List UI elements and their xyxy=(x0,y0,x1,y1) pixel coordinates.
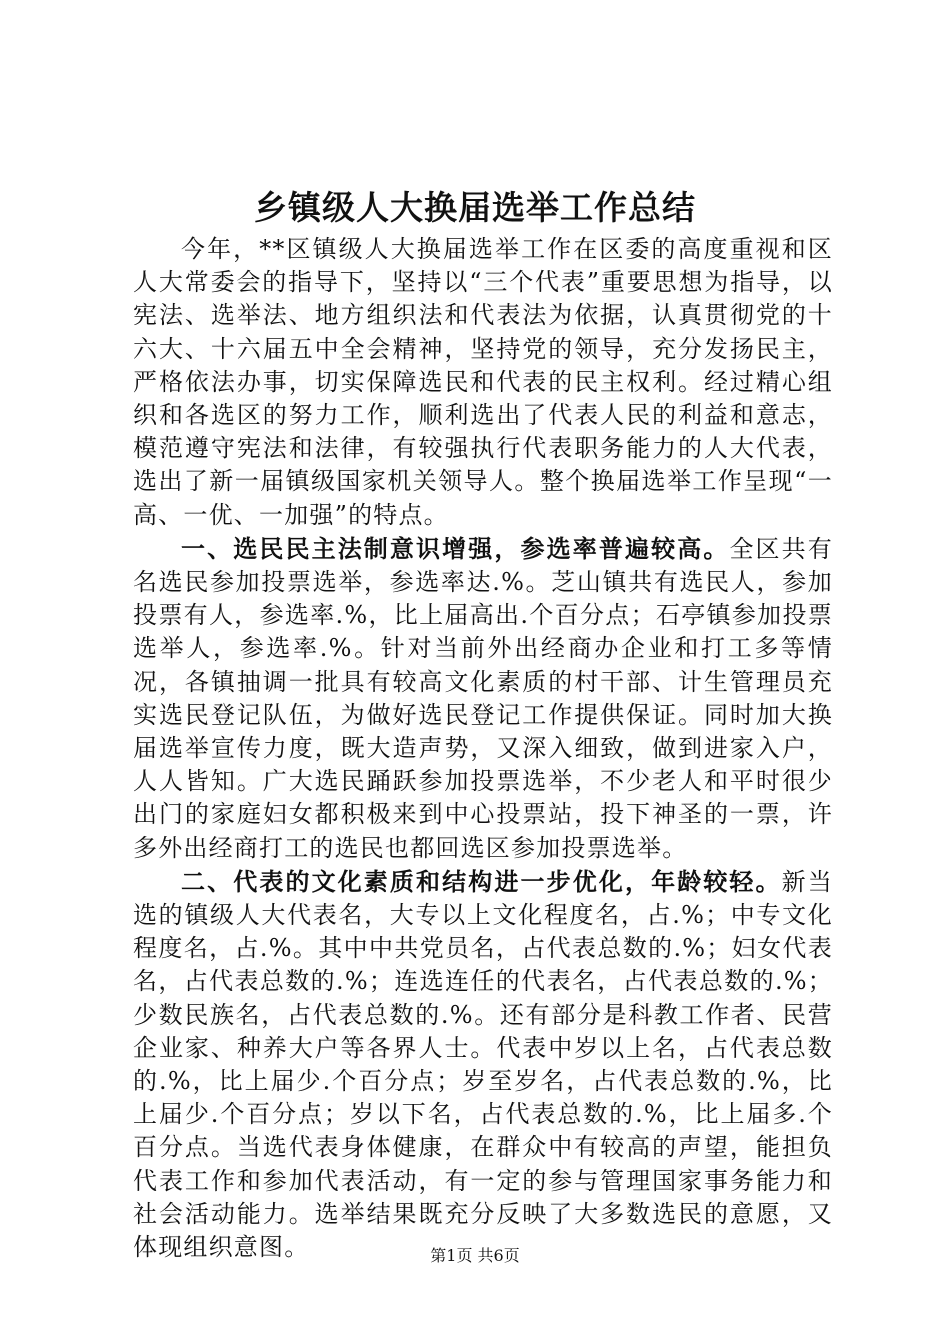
section-heading: 一、选民民主法制意识增强，参选率普遍较高。 xyxy=(181,533,730,563)
document-title: 乡镇级人大换届选举工作总结 xyxy=(254,188,696,227)
paragraph-text: 今年，**区镇级人大换届选举工作在区委的高度重视和区人大常委会的指导下，坚持以“三个代表”重要思想为指导，以宪法、选举法、地方组织法和代表法为依据，认真贯彻党的十六大、十六届五中全会精神，坚持党的领导，充分发扬民主，严格依法办事，切实保障选民和代表的民主权利。经过精心组织和各选区的努力工作，顺利选出了代表人民的利益和意志，模范遵守宪法和法律，有较强执行代表职务能力的人大代表，选出了新一届镇级国家机关领导人。整个换届选举工作呈现“一高、一优、一加强”的特点。 xyxy=(133,235,833,529)
paragraph-text: 全区共有名选民参加投票选举，参选率达.%。芝山镇共有选民人，参加投票有人，参选率.%，比上届高出.个百分点；石亭镇参加投票选举人，参选率.%。针对当前外出经商办企业和打工多等情况，各镇抽调一批具有较高文化素质的村干部、计生管理员充实选民登记队伍，为做好选民登记工作提供保证。同时加大换届选举宣传力度，既大造声势，又深入细致，做到进家入户，人人皆知。广大选民踊跃参加投票选举，不少老人和平时很少出门的家庭妇女都积极来到中心投票站，投下神圣的一票，许多外出经商打工的选民也都回选区参加投票选举。 xyxy=(133,534,833,862)
paragraph-text: 新当选的镇级人大代表名，大专以上文化程度名，占.%；中专文化程度名，占.%。其中中共党员名，占代表总数的.%；妇女代表名，占代表总数的.%；连选连任的代表名，占代表总数的.%；少数民族名，占代表总数的.%。还有部分是科教工作者、民营企业家、种养大户等各界人士。代表中岁以上名，占代表总数的.%，比上届少.个百分点；岁至岁名，占代表总数的.%，比上届少.个百分点；岁以下名，占代表总数的.%，比上届多.个百分点。当选代表身体健康，在群众中有较高的声望，能担负代表工作和参加代表活动，有一定的参与管理国家事务能力和社会活动能力。选举结果既充分反映了大多数选民的意愿，又体现组织意图。 xyxy=(133,867,833,1262)
paragraph-section-2 xyxy=(133,865,833,1264)
document-body xyxy=(133,232,833,1264)
section-heading: 二、代表的文化素质和结构进一步优化，年龄较轻。 xyxy=(181,866,782,896)
page-number-footer: 第1页 共6页 xyxy=(430,1246,520,1265)
paragraph-intro xyxy=(133,232,833,532)
paragraph-section-1 xyxy=(133,532,833,865)
